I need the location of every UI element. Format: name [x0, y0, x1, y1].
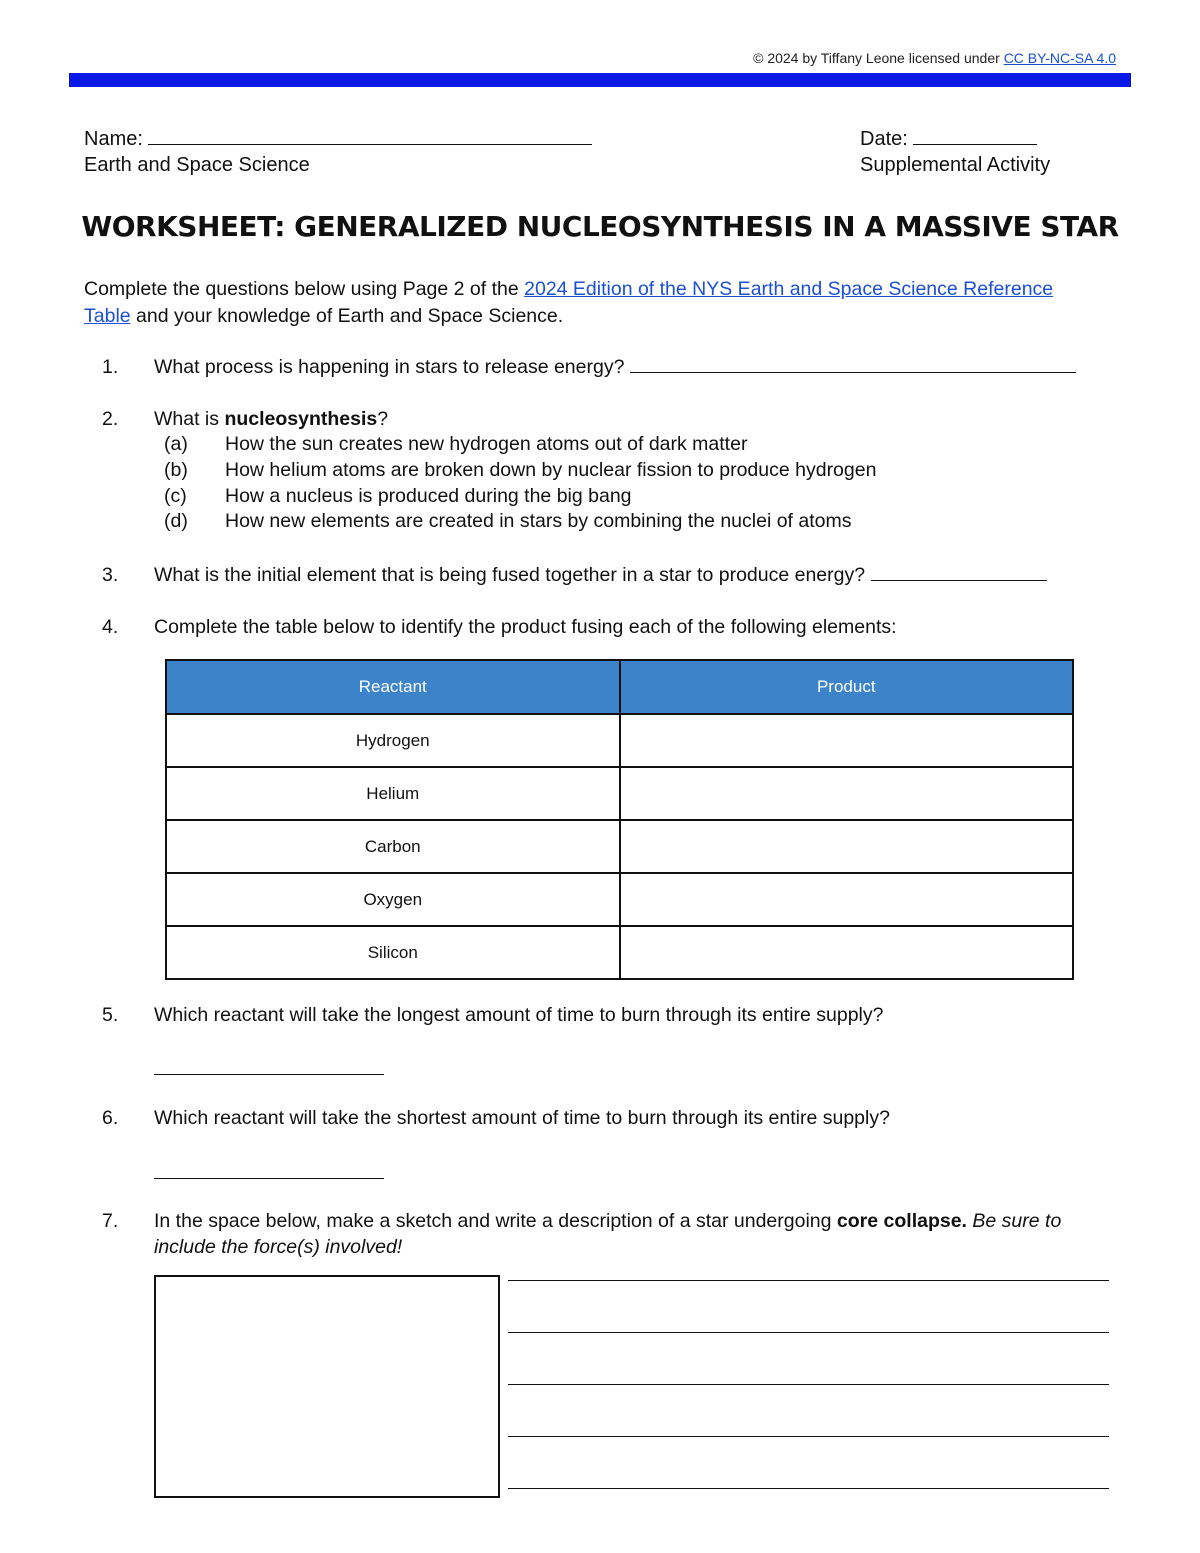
reactant-product-table: [165, 659, 1074, 980]
question-text: What process is happening in stars to release energy?: [154, 356, 625, 378]
header-reactant: Reactant: [166, 660, 620, 714]
question-text: Which reactant will take the longest amount of time to burn through its entire supply?: [154, 1004, 884, 1026]
question-keyword: core collapse.: [836, 1210, 967, 1232]
product-cell[interactable]: [620, 926, 1074, 979]
question-number: 6.: [102, 1107, 119, 1129]
top-accent-bar: [69, 73, 1131, 87]
copyright-notice: [753, 50, 1116, 66]
question-text: What is: [154, 408, 225, 430]
option-letter: (b): [164, 459, 188, 481]
date-input-line[interactable]: [913, 126, 1037, 145]
description-line[interactable]: [508, 1332, 1109, 1333]
option-text: How a nucleus is produced during the big bang: [225, 485, 632, 507]
question-instruction-cont: include the force(s) involved!: [154, 1236, 403, 1258]
answer-line-q5[interactable]: [154, 1074, 384, 1075]
question-number: 4.: [102, 616, 119, 638]
question-number: 5.: [102, 1004, 119, 1026]
reactant-cell: Helium: [166, 767, 620, 820]
question-keyword: nucleosynthesis: [224, 408, 378, 430]
license-link[interactable]: CC BY-NC-SA 4.0: [1003, 50, 1116, 66]
question-instruction: Be sure to: [966, 1210, 1062, 1232]
header-product: Product: [620, 660, 1074, 714]
activity-label: Supplemental Activity: [860, 154, 1051, 176]
intro-paragraph: [84, 276, 1124, 330]
option-letter: (d): [164, 510, 188, 532]
description-line[interactable]: [508, 1488, 1109, 1489]
table-row: [166, 926, 1073, 979]
table-row: [166, 873, 1073, 926]
answer-line[interactable]: [630, 354, 1076, 373]
table-header-row: [166, 660, 1073, 714]
copyright-text: © 2024 by Tiffany Leone licensed under: [753, 50, 1004, 66]
name-row: [84, 126, 592, 152]
option-letter: (a): [164, 433, 188, 455]
table-row: [166, 820, 1073, 873]
product-cell[interactable]: [620, 767, 1074, 820]
question-number: 3.: [102, 564, 119, 586]
description-line[interactable]: [508, 1436, 1109, 1437]
reactant-cell: Oxygen: [166, 873, 620, 926]
description-line[interactable]: [508, 1384, 1109, 1385]
reactant-cell: Silicon: [166, 926, 620, 979]
table-row: [166, 714, 1073, 767]
question-text: In the space below, make a sketch and write a description of a star undergoing: [154, 1210, 837, 1232]
question-text: What is the initial element that is being fused together in a star to produce energy?: [154, 564, 866, 586]
worksheet-title: WORKSHEET: GENERALIZED NUCLEOSYNTHESIS IN A MASSIVE STAR: [81, 210, 1119, 243]
option-letter: (c): [164, 485, 187, 507]
option-text: How helium atoms are broken down by nuclear fission to produce hydrogen: [225, 459, 877, 481]
date-label: Date:: [860, 128, 908, 150]
course-label: Earth and Space Science: [84, 154, 310, 176]
question-number: 1.: [102, 356, 119, 378]
reactant-cell: Hydrogen: [166, 714, 620, 767]
reference-table-link-cont[interactable]: Table: [84, 305, 131, 327]
product-cell[interactable]: [620, 820, 1074, 873]
name-label: Name:: [84, 128, 143, 150]
name-input-line[interactable]: [148, 126, 592, 145]
date-row: [860, 126, 1037, 152]
product-cell[interactable]: [620, 714, 1074, 767]
table-row: [166, 767, 1073, 820]
answer-line[interactable]: [871, 562, 1047, 581]
reactant-cell: Carbon: [166, 820, 620, 873]
reference-table-link[interactable]: 2024 Edition of the NYS Earth and Space Science Reference: [524, 278, 1054, 300]
question-number: 7.: [102, 1210, 119, 1232]
option-text: How the sun creates new hydrogen atoms out of dark matter: [225, 433, 748, 455]
description-line[interactable]: [508, 1280, 1109, 1281]
product-cell[interactable]: [620, 873, 1074, 926]
option-text: How new elements are created in stars by combining the nuclei of atoms: [225, 510, 852, 532]
question-text-end: ?: [377, 408, 389, 430]
answer-line-q6[interactable]: [154, 1178, 384, 1179]
intro-text-after: and your knowledge of Earth and Space Science.: [130, 305, 564, 327]
intro-text-before: Complete the questions below using Page 2 of the: [84, 278, 525, 300]
question-number: 2.: [102, 408, 119, 430]
question-text: Complete the table below to identify the product fusing each of the following elements:: [154, 616, 897, 638]
question-text: Which reactant will take the shortest amount of time to burn through its entire supply?: [154, 1107, 890, 1129]
sketch-box[interactable]: [154, 1275, 500, 1498]
